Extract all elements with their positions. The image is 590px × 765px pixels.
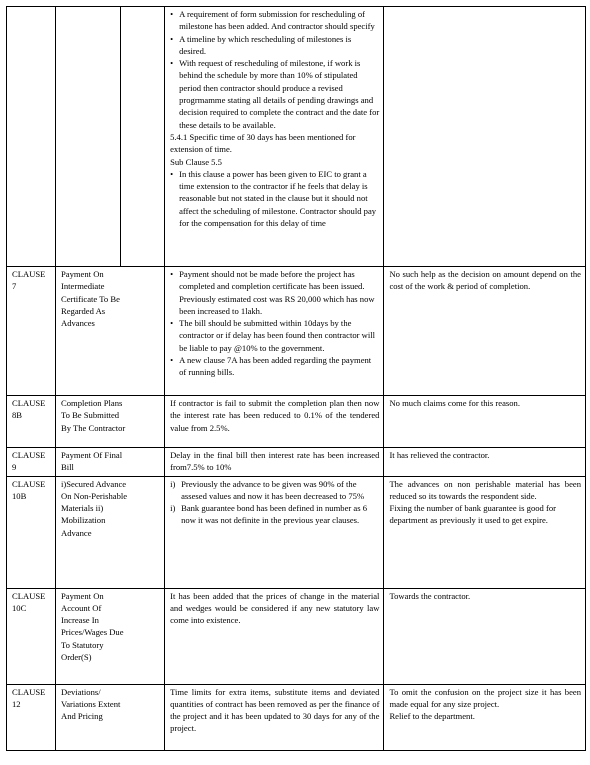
subject-cell: i)Secured Advance On Non-Perishable Materials ii) Mobilization Advance — [55, 476, 164, 588]
clause-cell: CLAUSE 8B — [7, 396, 56, 448]
subject-cell: Payment On Account Of Increase In Prices/Wages Due To Statutory Order(S) — [55, 588, 164, 684]
impact-cell: No such help as the decision on amount depend on the cost of the work & period of completion. — [384, 267, 586, 396]
impact-text: Fixing the number of bank guarantee is good for department as previously it used to get expire. — [389, 503, 557, 526]
changes-cell: If contractor is fail to submit the completion plan then now the interest rate has been reduced to 0.1% of the tendered value from 2.5%. — [165, 396, 384, 448]
list-item: i) Bank guarantee bond has been defined in number as 6 now it was not definite in the previous year clauses. — [170, 503, 367, 526]
clause-cell: CLAUSE 10B — [7, 476, 56, 588]
blank-cell — [120, 7, 165, 267]
table-row — [7, 448, 586, 477]
changes-list — [170, 478, 379, 527]
impact-cell: Towards the contractor. — [384, 588, 586, 684]
impact-cell: It has relieved the contractor. — [384, 448, 586, 477]
changes-cell — [165, 7, 384, 267]
list-item: • The bill should be submitted within 10days by the contractor or if delay has been found then contractor will be liable to pay @10% to the government. — [170, 317, 379, 354]
changes-cell: It has been added that the prices of change in the material and wedges would be considered if any new statutory law come into existence. — [165, 588, 384, 684]
impact-cell — [384, 684, 586, 750]
changes-cell: Delay in the final bill then interest rate has been increased from7.5% to 10% — [165, 448, 384, 477]
list-item: • A requirement of form submission for rescheduling of milestone has been added. And contractor should specify — [170, 8, 379, 33]
changes-list — [170, 268, 379, 379]
changes-list — [170, 8, 379, 131]
subject-cell: Completion Plans To Be Submitted By The Contractor — [55, 396, 164, 448]
sub-clause-text: 5.4.1 Specific time of 30 days has been mentioned for extension of time. — [170, 131, 356, 155]
clause-cell: CLAUSE 7 — [7, 267, 56, 396]
impact-text: The advances on non perishable material has been reduced so its towards the respondent side. — [389, 478, 581, 501]
clause-cell: CLAUSE 9 — [7, 448, 56, 477]
impact-cell: No much claims come for this reason. — [384, 396, 586, 448]
impact-cell — [384, 7, 586, 267]
list-item: • Payment should not be made before the project has completed and completion certificate has been issued. Previously estimated cost was RS 20,000 which has now been increased to 1lakh. — [170, 268, 379, 317]
changes-cell — [165, 476, 384, 588]
impact-text: To omit the confusion on the project size it has been made equal for any size project. — [389, 686, 581, 709]
clause-comparison-table — [6, 6, 586, 751]
table-row — [7, 684, 586, 750]
list-item: • With request of rescheduling of milestone, if work is behind the schedule by more than 10% of stipulated period then contractor should produce a revised progrmamme stating all details of pending drawings and decision required to complete the contract and the date for these details to be available. — [170, 57, 379, 131]
list-item: • In this clause a power has been given to EIC to grant a time extension to the contractor if he feels that delay is reasonable but not stated in the clause but it should not affect the scheduling of milestone. Contractor should pay for the compensation for this delay of time — [170, 168, 379, 229]
subject-cell: Deviations/ Variations Extent And Pricing — [55, 684, 164, 750]
table-row — [7, 476, 586, 588]
changes-cell — [165, 267, 384, 396]
impact-cell — [384, 476, 586, 588]
table-row — [7, 267, 586, 396]
subject-cell: Payment On Intermediate Certificate To Be Regarded As Advances — [55, 267, 164, 396]
clause-cell: CLAUSE 12 — [7, 684, 56, 750]
list-item: i) Previously the advance to be given was 90% of the assesed values and now it has been decreased to 75% — [170, 478, 365, 501]
table-row — [7, 588, 586, 684]
table-row — [7, 396, 586, 448]
subject-cell — [55, 7, 120, 267]
list-item: • A new clause 7A has been added regarding the payment of running bills. — [170, 354, 379, 379]
sub-clause-heading: Sub Clause 5.5 — [170, 156, 222, 167]
list-item: • A timeline by which rescheduling of milestones is desired. — [170, 33, 379, 58]
subject-cell: Payment Of Final Bill — [55, 448, 164, 477]
changes-list — [170, 168, 379, 229]
table-row — [7, 7, 586, 267]
clause-cell — [7, 7, 56, 267]
clause-cell: CLAUSE 10C — [7, 588, 56, 684]
changes-cell: Time limits for extra items, substitute items and deviated quantities of contract has been removed as per the finance of the project and it has been updated to 30 days for any of the project. — [165, 684, 384, 750]
impact-text: Relief to the department. — [389, 711, 475, 722]
